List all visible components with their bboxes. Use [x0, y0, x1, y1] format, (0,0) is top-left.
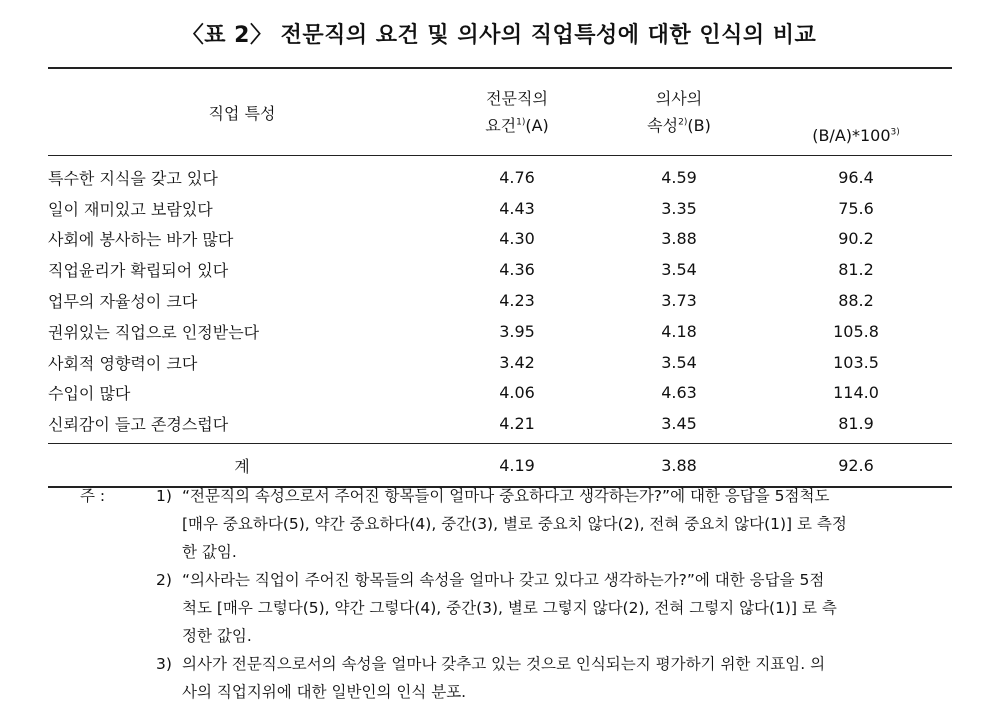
row-label: 권위있는 직업으로 인정받는다 — [48, 322, 260, 342]
total-label: 계 — [48, 444, 436, 488]
row-value-b: 3.88 — [661, 229, 697, 249]
footnote-spacer — [80, 510, 156, 538]
footnote-line — [80, 482, 960, 510]
table-row — [48, 224, 952, 255]
footnote-text: 정한 값임. — [182, 627, 252, 645]
row-value-a: 4.76 — [499, 167, 535, 187]
row-label: 특수한 지식을 갖고 있다 — [48, 168, 218, 188]
footnote-spacer — [80, 622, 156, 650]
header-b-footnote-mark: 2) — [678, 117, 688, 128]
footnote-spacer — [80, 566, 156, 594]
row-value-b: 3.73 — [661, 291, 697, 311]
header-ratio — [760, 68, 952, 156]
row-value-b: 3.35 — [661, 198, 697, 218]
row-value-b: 3.54 — [661, 352, 697, 372]
footnote-text: “전문직의 속성으로서 주어진 항목들이 얼마나 중요하다고 생각하는가?”에 대한 응답을 5점척도 — [182, 487, 830, 505]
footnote-spacer — [156, 622, 182, 650]
header-job-characteristic: 직업 특성 — [48, 68, 436, 156]
header-b-line1: 의사의 — [655, 89, 703, 108]
table-row — [48, 378, 952, 409]
header-b-line2: 속성 — [647, 116, 679, 135]
total-value-b: 3.88 — [598, 444, 760, 488]
total-value-a: 4.19 — [436, 444, 598, 488]
row-value-a: 3.42 — [499, 352, 535, 372]
header-b-tail: (B) — [687, 116, 711, 135]
footnote-line — [80, 650, 960, 678]
header-ratio-label: (B/A)*100 — [812, 126, 891, 145]
header-ratio-footnote-mark: 3) — [890, 127, 900, 138]
row-value-ratio: 114.0 — [833, 383, 879, 403]
row-value-b: 4.59 — [661, 167, 697, 187]
row-label: 사회적 영향력이 크다 — [48, 353, 198, 373]
table-row — [48, 285, 952, 316]
row-value-b: 3.54 — [661, 260, 697, 280]
footnote-spacer — [80, 678, 156, 706]
table-body — [48, 156, 952, 444]
footnote-spacer — [156, 678, 182, 706]
total-value-ratio: 92.6 — [760, 444, 952, 488]
row-value-ratio: 81.2 — [838, 260, 874, 280]
total-row — [48, 444, 952, 488]
footnote-spacer — [156, 510, 182, 538]
row-value-ratio: 81.9 — [838, 414, 874, 434]
table-row — [48, 347, 952, 378]
footnote-prefix: 주 : — [80, 487, 106, 505]
row-value-a: 3.95 — [499, 321, 535, 341]
header-a-line2: 요건 — [485, 116, 517, 135]
header-a-tail: (A) — [525, 116, 549, 135]
table-row — [48, 156, 952, 193]
footnote-spacer — [80, 538, 156, 566]
row-value-ratio: 96.4 — [838, 167, 874, 187]
row-value-a: 4.43 — [499, 198, 535, 218]
row-value-ratio: 75.6 — [838, 198, 874, 218]
row-label: 업무의 자율성이 크다 — [48, 292, 198, 312]
footnotes — [80, 482, 960, 706]
footnote-number: 1) — [156, 487, 172, 505]
footnote-line — [80, 510, 960, 538]
footnote-line — [80, 538, 960, 566]
footnote-text: 사의 직업지위에 대한 일반인의 인식 분포. — [182, 683, 467, 701]
footnote-text: “의사라는 직업이 주어진 항목들의 속성을 얼마나 갖고 있다고 생각하는가?”에 대한 응답을 5점 — [182, 571, 825, 589]
footnote-line — [80, 622, 960, 650]
row-value-a: 4.30 — [499, 229, 535, 249]
row-label: 신뢰감이 들고 존경스럽다 — [48, 415, 229, 435]
row-value-a: 4.06 — [499, 383, 535, 403]
row-value-ratio: 90.2 — [838, 229, 874, 249]
row-value-ratio: 103.5 — [833, 352, 879, 372]
row-value-a: 4.23 — [499, 291, 535, 311]
table-header-row — [48, 68, 952, 156]
footnote-text: 한 값임. — [182, 543, 237, 561]
footnote-line — [80, 566, 960, 594]
footnote-line — [80, 594, 960, 622]
row-label: 사회에 봉사하는 바가 많다 — [48, 230, 234, 250]
row-value-ratio: 105.8 — [833, 321, 879, 341]
row-label: 수입이 많다 — [48, 384, 131, 404]
table-title: 〈표 2〉 전문직의 요건 및 의사의 직업특성에 대한 인식의 비교 — [181, 23, 817, 48]
row-label: 직업윤리가 확립되어 있다 — [48, 261, 229, 281]
header-a-footnote-mark: 1) — [516, 117, 526, 128]
row-value-b: 3.45 — [661, 414, 697, 434]
table-row — [48, 316, 952, 347]
footnote-number: 3) — [156, 655, 172, 673]
header-professional-requirements — [436, 68, 598, 156]
footnote-spacer — [156, 538, 182, 566]
table-row — [48, 408, 952, 443]
row-value-a: 4.36 — [499, 260, 535, 280]
row-value-b: 4.63 — [661, 383, 697, 403]
footnote-text: 척도 [매우 그렇다(5), 약간 그렇다(4), 중간(3), 별로 그렇지 않다(2), 전혀 그렇지 않다(1)] 로 측 — [182, 599, 837, 617]
header-a-line1: 전문직의 — [486, 89, 548, 108]
footnote-spacer — [156, 594, 182, 622]
comparison-table — [48, 67, 952, 488]
footnote-text: [매우 중요하다(5), 약간 중요하다(4), 중간(3), 별로 중요치 않다(2), 전혀 중요치 않다(1)] 로 측정 — [182, 515, 847, 533]
footnote-line — [80, 678, 960, 706]
footnote-number: 2) — [156, 571, 172, 589]
row-value-ratio: 88.2 — [838, 291, 874, 311]
table-row — [48, 193, 952, 224]
row-value-b: 4.18 — [661, 321, 697, 341]
footnote-text: 의사가 전문직으로서의 속성을 얼마나 갖추고 있는 것으로 인식되는지 평가하기 위한 지표임. 의 — [182, 655, 826, 673]
header-doctor-attributes — [598, 68, 760, 156]
row-value-a: 4.21 — [499, 414, 535, 434]
footnote-spacer — [80, 594, 156, 622]
footnote-spacer — [80, 650, 156, 678]
row-label: 일이 재미있고 보람있다 — [48, 199, 213, 219]
table-row — [48, 254, 952, 285]
